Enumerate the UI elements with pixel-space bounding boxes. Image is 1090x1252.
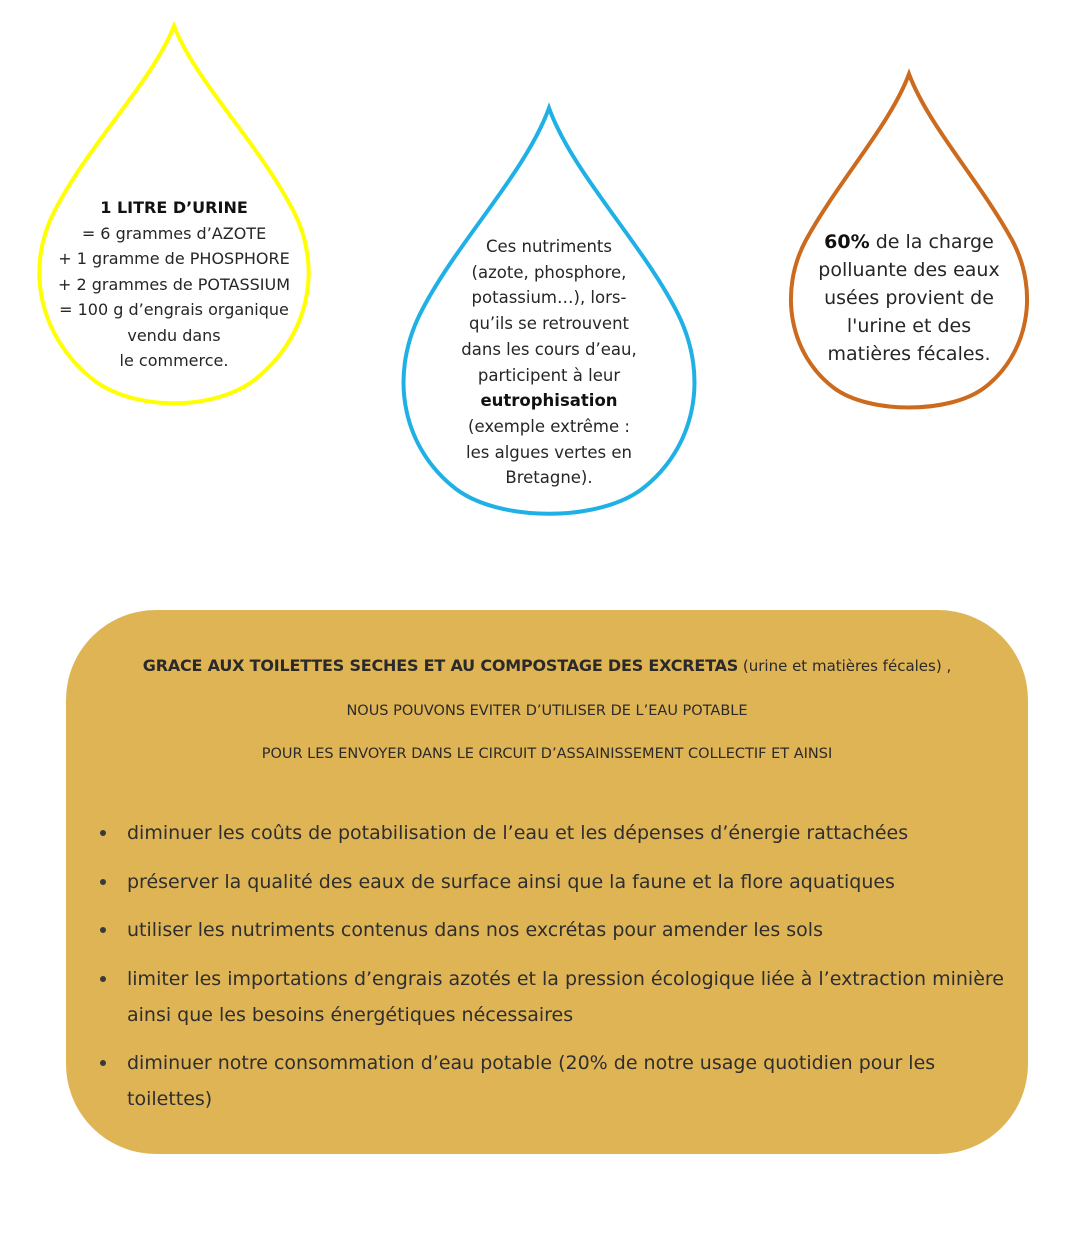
eutrophisation-word: eutrophisation [480, 391, 618, 411]
list-item-text: préserver la qualité des eaux de surface ainsi que la faune et la flore aquatiques [127, 870, 895, 893]
urine-line: = 6 grammes d’AZOTE [81, 223, 267, 243]
panel-heading-normal: (urine et matières fécales) , [738, 657, 952, 675]
urine-line: + 1 gramme de PHOSPHORE [58, 249, 290, 268]
pollution-line: matières fécales. [827, 343, 991, 365]
nutrients-drop [400, 104, 698, 518]
urine-line: + 2 grammes de POTASSIUM [57, 274, 291, 294]
benefits-panel [66, 610, 1028, 1154]
nutrients-line: les algues vertes en [466, 442, 632, 462]
pollution-first-line [784, 228, 1034, 256]
panel-subheading-1: NOUS POUVONS EVITER D’UTILISER DE L’EAU POTABLE [346, 703, 748, 719]
urine-line: = 100 g d’engrais organique [59, 300, 289, 319]
pollution-drop-text [784, 228, 1034, 368]
pollution-first-line-rest: de la charge [869, 231, 994, 253]
bullet-icon [100, 1060, 106, 1066]
panel-subheading-2: POUR LES ENVOYER DANS LE CIRCUIT D’ASSAINISSEMENT COLLECTIF ET AINSI [261, 746, 833, 762]
nutrients-line: Bretagne). [505, 468, 593, 488]
list-item [98, 1045, 1018, 1117]
nutrients-line: qu’ils se retrouvent [468, 314, 630, 334]
nutrients-line: (azote, phosphore, [471, 262, 627, 282]
list-item-text: diminuer les coûts de potabilisation de l’eau et les dépenses d’énergie rattachées [127, 822, 909, 844]
urine-title: 1 LITRE D’URINE [100, 198, 248, 217]
pollution-line: l'urine et des [846, 315, 972, 337]
pollution-line: polluante des eaux [818, 259, 1000, 281]
list-item [98, 864, 1018, 900]
urine-line: vendu dans [127, 325, 221, 345]
list-item [98, 961, 1018, 1033]
urine-drop [40, 22, 308, 414]
bullet-icon [100, 927, 106, 933]
list-item-text: diminuer notre consommation d’eau potable (20% de notre usage quotidien pour les toilettes) [127, 1052, 936, 1110]
pollution-line: usées provient de [824, 287, 994, 309]
nutrients-line: participent à leur [477, 365, 621, 385]
nutrients-line: dans les cours d’eau, [461, 339, 637, 359]
benefits-list [98, 815, 1018, 1130]
bullet-icon [100, 879, 106, 885]
nutrients-line: (exemple extrême : [468, 416, 630, 436]
bullet-icon [100, 976, 106, 982]
list-item-text: utiliser les nutriments contenus dans nos excrétas pour amender les sols [127, 919, 823, 941]
bullet-icon [100, 830, 106, 836]
list-item [98, 815, 1018, 851]
nutrients-drop-text [400, 234, 698, 491]
list-item-text: limiter les importations d’engrais azotés et la pression écologique liée à l’extraction minière ainsi que les besoins énergétiques nécessaires [127, 967, 1004, 1026]
pollution-drop [784, 70, 1034, 414]
nutrients-line: Ces nutriments [485, 237, 612, 256]
urine-drop-text [40, 195, 308, 374]
pollution-percent: 60% [824, 231, 870, 253]
nutrients-line: potassium…), lors- [471, 288, 627, 308]
panel-heading [66, 656, 1028, 675]
urine-line: le commerce. [119, 351, 229, 370]
panel-heading-bold: GRACE AUX TOILETTES SECHES ET AU COMPOSTAGE DES EXCRETAS [142, 656, 739, 675]
list-item [98, 912, 1018, 948]
